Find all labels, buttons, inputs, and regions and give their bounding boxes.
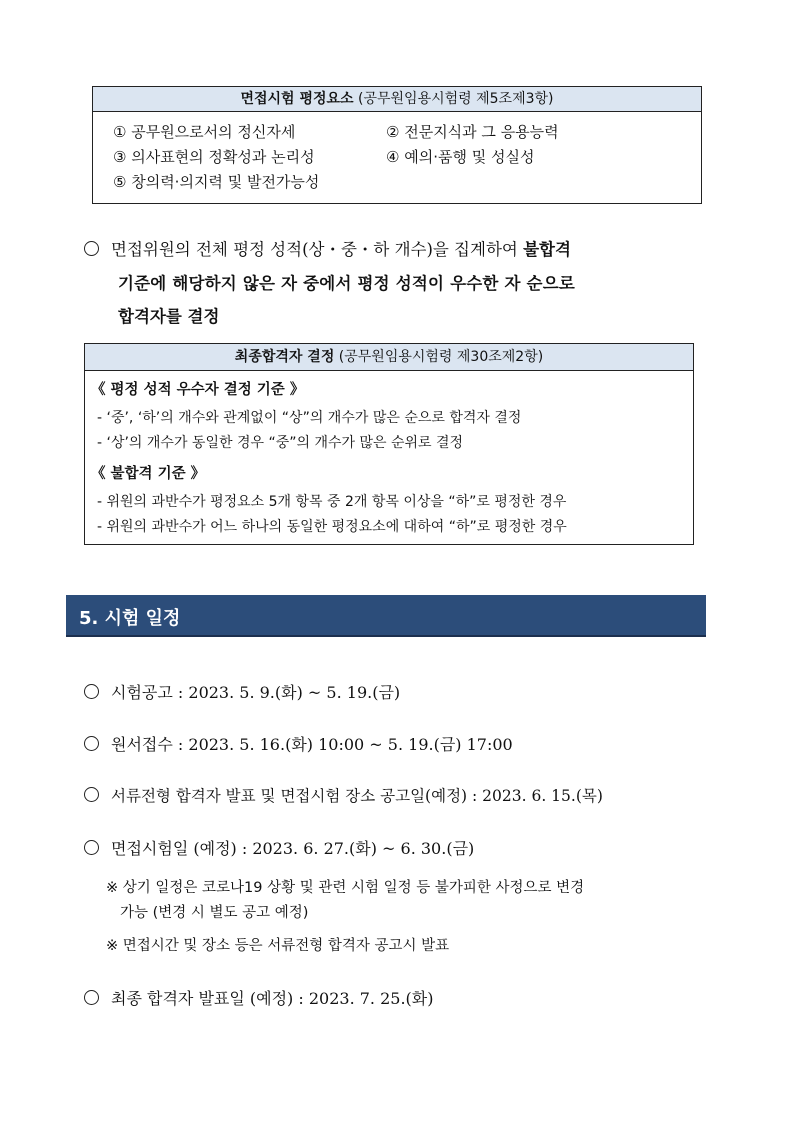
schedule-note-continued: 가능 (변경 시 별도 공고 예정) — [120, 905, 309, 921]
section-header — [66, 595, 706, 637]
final-decision-reference: (공무원임용시험령 제30조제2항) — [338, 349, 544, 365]
final-decision-box — [84, 343, 694, 545]
schedule-note: ※ 상기 일정은 코로나19 상황 및 관련 시험 일정 등 불가피한 사정으로 변경 — [106, 880, 585, 896]
schedule-item — [84, 836, 474, 859]
schedule-text: 면접시험일 (예정) : 2023. 6. 27.(화) ~ 6. 30.(금) — [111, 839, 475, 858]
evaluation-factors-title: 면접시험 평정요소 — [240, 91, 354, 107]
criteria-item: - 위원의 과반수가 평정요소 5개 항목 중 2개 항목 이상을 “하”로 평정한 경우 — [97, 494, 567, 510]
schedule-text: 원서접수 : 2023. 5. 16.(화) 10:00 ~ 5. 19.(금) 17:00 — [111, 735, 513, 754]
section-title: 5. 시험 일정 — [79, 608, 181, 629]
factor-item: ② 전문지식과 그 응용능력 — [386, 123, 559, 141]
schedule-item — [84, 986, 434, 1009]
circle-bullet-icon — [84, 736, 99, 751]
circle-bullet-icon — [84, 840, 99, 855]
evaluation-factors-reference: (공무원임용시험령 제5조제3항) — [358, 91, 554, 107]
schedule-text: 최종 합격자 발표일 (예정) : 2023. 7. 25.(화) — [111, 989, 434, 1008]
factor-item: ① 공무원으로서의 정신자세 — [113, 123, 296, 141]
paragraph-text: 면접위원의 전체 평정 성적(상・중・하 개수)을 집계하여 — [111, 240, 524, 259]
evaluation-factors-box — [92, 86, 702, 204]
circle-bullet-icon — [84, 787, 99, 802]
factor-item: ③ 의사표현의 정확성과 논리성 — [113, 148, 315, 166]
factor-item: ④ 예의·품행 및 성실성 — [386, 148, 535, 166]
schedule-text: 서류전형 합격자 발표 및 면접시험 장소 공고일(예정) : 2023. 6. 15.(목) — [111, 787, 603, 805]
schedule-note: ※ 면접시간 및 장소 등은 서류전형 합격자 공고시 발표 — [106, 938, 450, 954]
paragraph-line-1 — [84, 236, 571, 260]
circle-bullet-icon — [84, 241, 99, 256]
final-decision-header — [85, 344, 693, 371]
circle-bullet-icon — [84, 684, 99, 699]
evaluation-factors-header — [93, 87, 701, 112]
schedule-item — [84, 680, 400, 703]
failure-criteria-title: 《 불합격 기준 》 — [91, 466, 206, 482]
schedule-item — [84, 732, 513, 755]
criteria-item: - 위원의 과반수가 어느 하나의 동일한 평정요소에 대하여 “하”로 평정한 경우 — [97, 519, 567, 535]
criteria-item: - ‘중’, ‘하’의 개수와 관계없이 “상”의 개수가 많은 순으로 합격자 결정 — [97, 410, 522, 426]
schedule-text: 시험공고 : 2023. 5. 9.(화) ~ 5. 19.(금) — [111, 683, 401, 702]
excellence-criteria-title: 《 평정 성적 우수자 결정 기준 》 — [91, 382, 305, 398]
paragraph-line-2: 기준에 해당하지 않은 자 중에서 평정 성적이 우수한 자 순으로 — [118, 274, 575, 293]
criteria-item: - ‘상’의 개수가 동일한 경우 “중”의 개수가 많은 순위로 결정 — [97, 435, 464, 451]
paragraph-line-3: 합격자를 결정 — [118, 307, 220, 326]
paragraph-bold-text: 불합격 — [523, 240, 571, 259]
final-decision-title: 최종합격자 결정 — [234, 349, 335, 365]
circle-bullet-icon — [84, 990, 99, 1005]
schedule-item — [84, 784, 603, 806]
factor-item: ⑤ 창의력·의지력 및 발전가능성 — [113, 173, 320, 191]
